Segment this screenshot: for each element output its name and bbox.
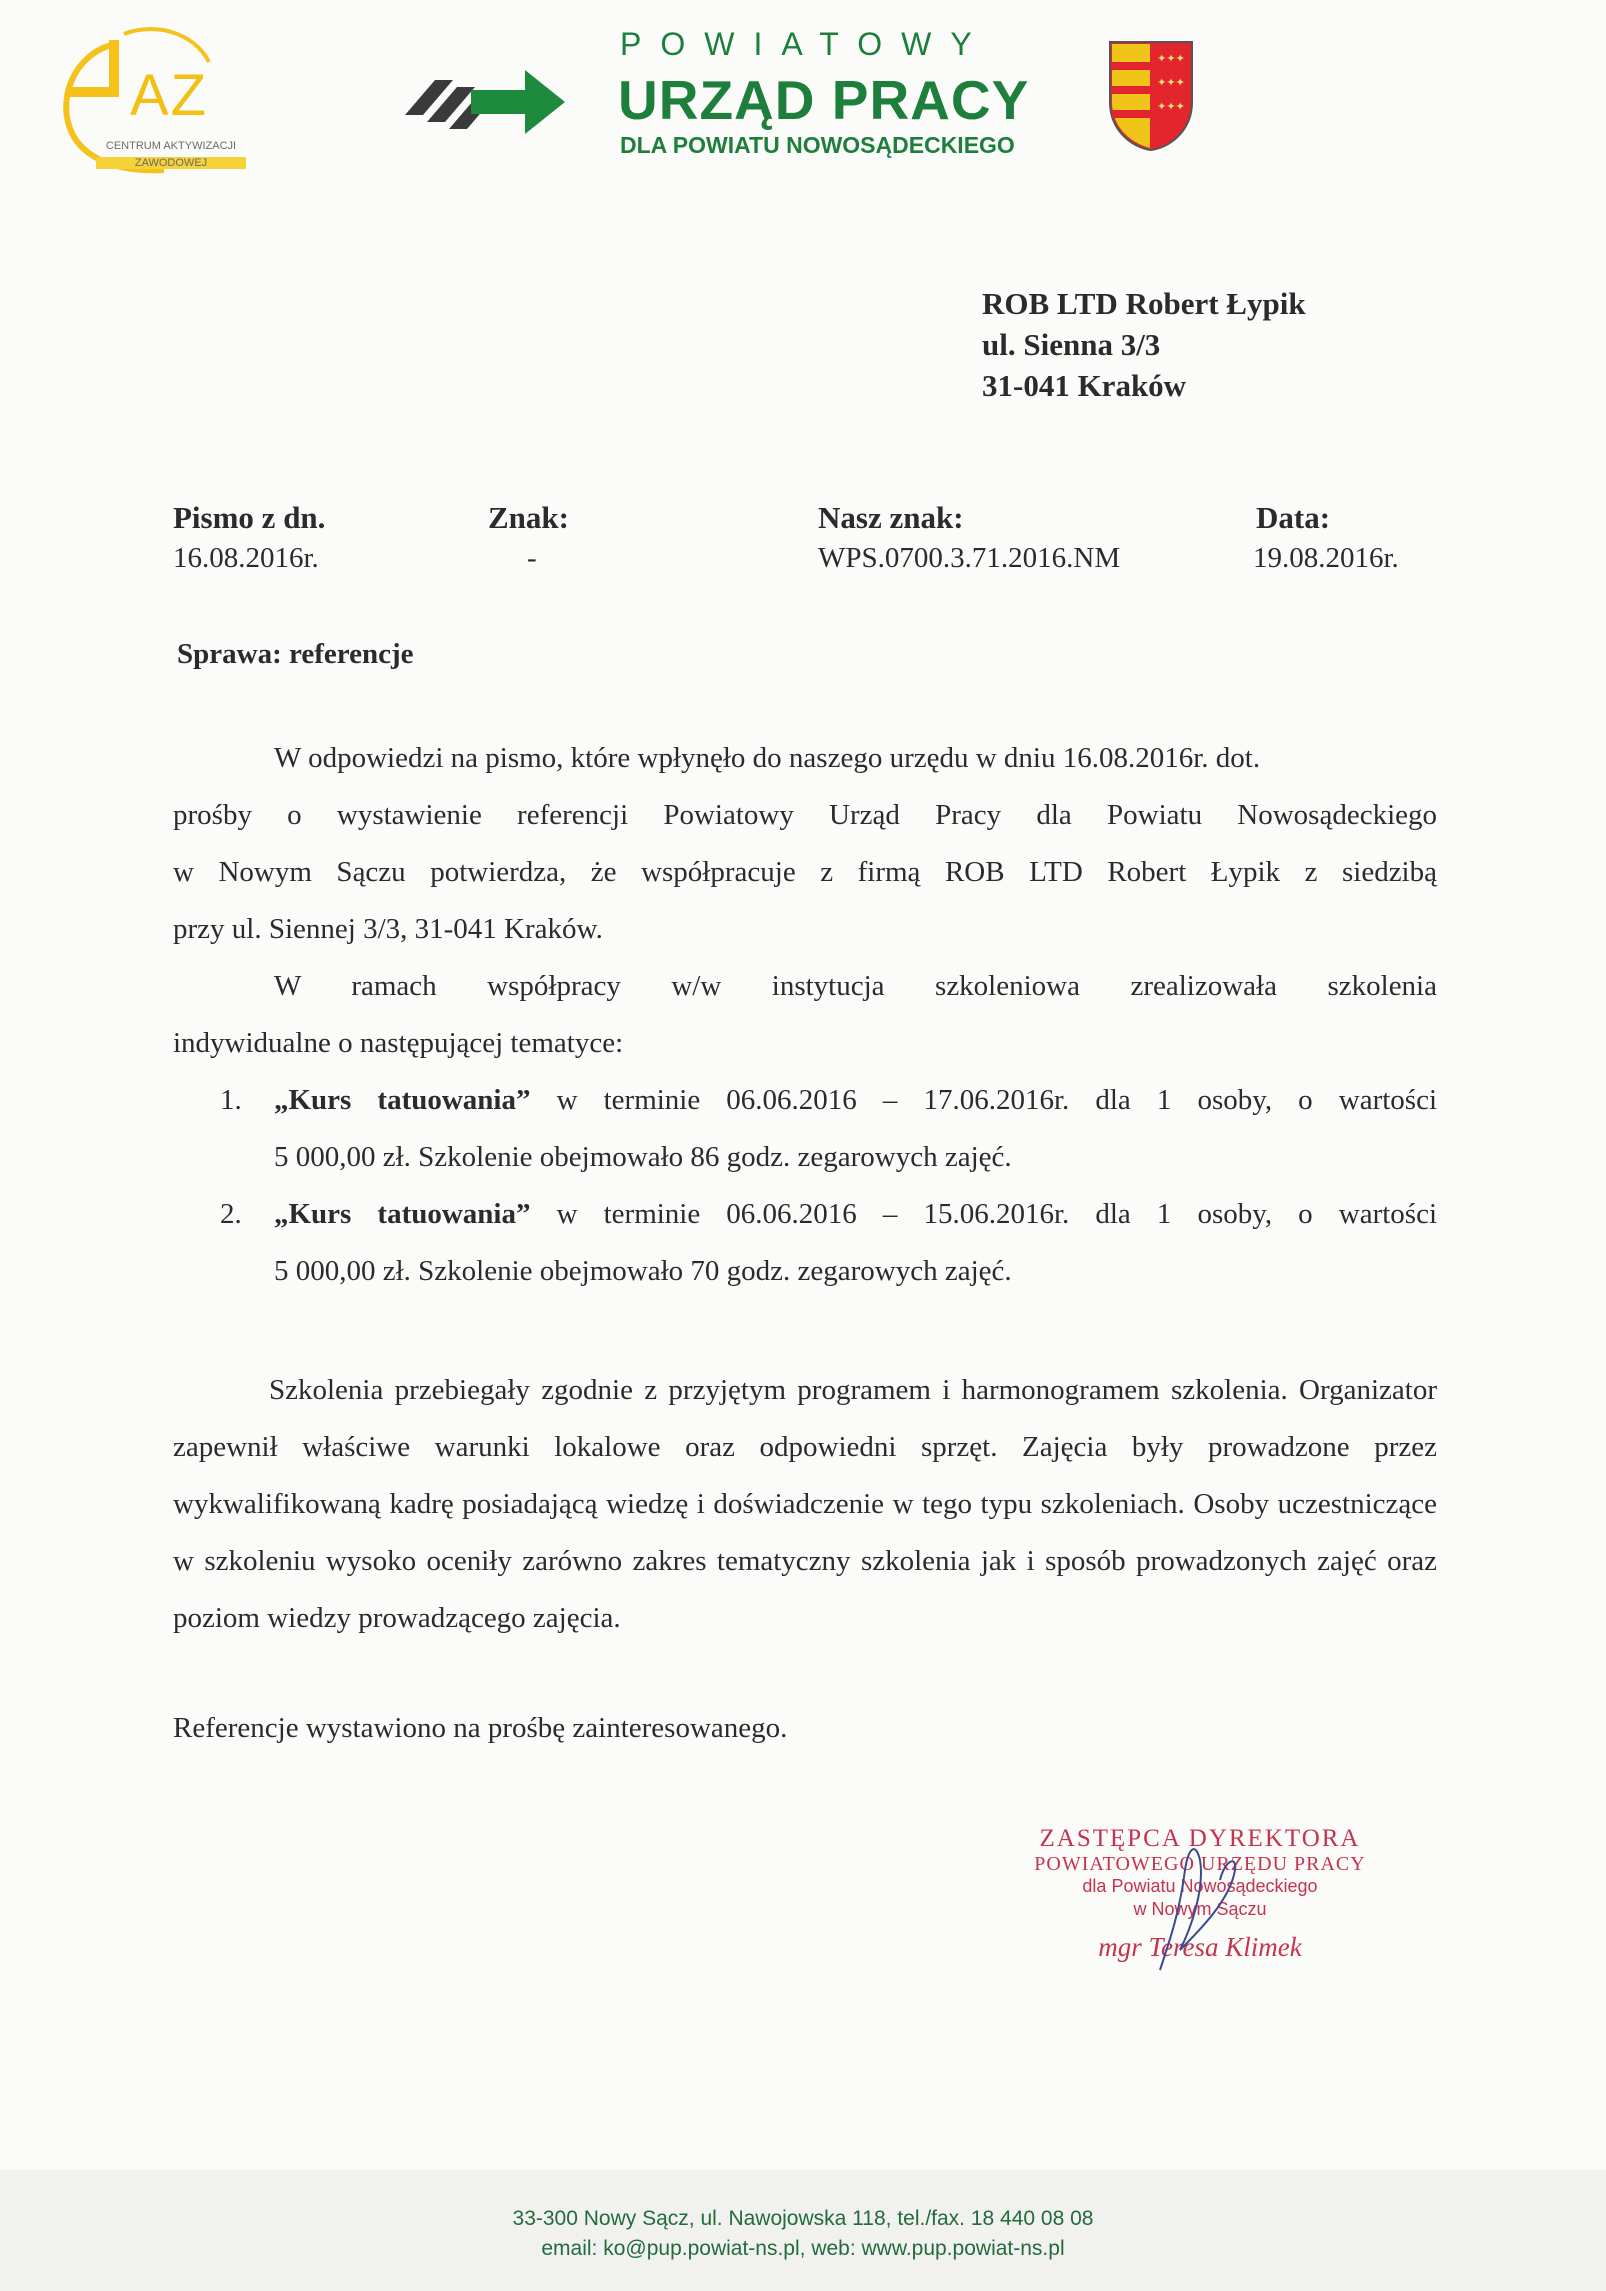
- body-p2-line1: W ramach współpracy w/w instytucja szkoleniowa zrealizowała szkolenia: [274, 970, 1437, 1002]
- list-item-1-line1: [274, 1084, 1437, 1117]
- list-item-2-line2: 5 000,00 zł. Szkolenie obejmowało 70 godz. zegarowych zajęć.: [274, 1255, 1012, 1287]
- nasz-znak-value: WPS.0700.3.71.2016.NM: [818, 542, 1121, 574]
- footer-address: 33-300 Nowy Sącz, ul. Nawojowska 118, tel./fax. 18 440 08 08: [512, 2207, 1094, 2230]
- list-item-1-rest: w terminie 06.06.2016 – 17.06.2016r. dla 1 osoby, o wartości: [530, 1084, 1437, 1116]
- data-label: Data:: [1256, 500, 1331, 535]
- signature-icon: [1140, 1830, 1260, 1980]
- svg-text:✦✦✦: ✦✦✦: [1157, 76, 1185, 89]
- list-item-1-number: 1.: [220, 1084, 242, 1116]
- caz-logo-text: AZ: [130, 63, 209, 128]
- body-p1-line3: w Nowym Sączu potwierdza, że współpracuje z firmą ROB LTD Robert Łypik z siedzibą: [173, 856, 1437, 888]
- nasz-znak-label: Nasz znak:: [818, 500, 964, 535]
- svg-text:✦✦✦: ✦✦✦: [1157, 100, 1185, 113]
- caz-name-line1: CENTRUM AKTYWIZACJI: [105, 140, 237, 152]
- addressee-street: ul. Sienna 3/3: [982, 327, 1161, 362]
- stamp-name: mgr Teresa Klimek: [1098, 1932, 1302, 1962]
- body-p3: Szkolenia przebiegały zgodnie z przyjętym programem i harmonogramem szkolenia. Organizator zapewnił właściwe warunki lokalowe oraz odpowiedni sprzęt. Zajęcia były prowadzone przez wykwalifikowaną kadrę posiadającą wiedzę i doświadczenie w tego typu szkoleniach. Osoby uczestniczące w szkoleniu wysoko oceniły zarówno zakres tematyczny szkolenia jak i sposób prowadzonych zajęć oraz poziom wiedzy prowadzącego zajęcia.: [173, 1374, 1437, 1634]
- body-p4: Referencje wystawiono na prośbę zainteresowanego.: [173, 1712, 788, 1744]
- addressee-city: 31-041 Kraków: [982, 368, 1187, 403]
- list-item-1-line2: 5 000,00 zł. Szkolenie obejmowało 86 godz. zegarowych zajęć.: [274, 1141, 1012, 1173]
- pup-heading-sub: DLA POWIATU NOWOSĄDECKIEGO: [620, 132, 1015, 158]
- znak-value: -: [527, 542, 537, 574]
- list-item-2-line1: [274, 1198, 1437, 1231]
- pup-heading-main: URZĄD PRACY: [618, 69, 1030, 131]
- list-item-1-title: „Kurs tatuowania”: [274, 1084, 531, 1116]
- subject-line: Sprawa: referencje: [177, 638, 414, 670]
- pup-heading-top: POWIATOWY: [620, 26, 991, 62]
- coat-of-arms-icon: [1108, 40, 1194, 152]
- data-value: 19.08.2016r.: [1253, 542, 1399, 574]
- stamp-line3: dla Powiatu Nowosądeckiego: [1082, 1876, 1318, 1896]
- body-p1-line4: przy ul. Siennej 3/3, 31-041 Kraków.: [173, 913, 603, 945]
- list-item-2-rest: w terminie 06.06.2016 – 15.06.2016r. dla 1 osoby, o wartości: [530, 1198, 1437, 1230]
- body-p1-line1: W odpowiedzi na pismo, które wpłynęło do naszego urzędu w dniu 16.08.2016r. dot.: [274, 742, 1261, 774]
- caz-name-line2: ZAWODOWEJ: [96, 157, 246, 169]
- list-item-2-title: „Kurs tatuowania”: [274, 1198, 531, 1230]
- arrows-logo-icon: [405, 60, 565, 145]
- stamp-line2: POWIATOWEGO URZĘDU PRACY: [1034, 1853, 1366, 1875]
- pismo-label: Pismo z dn.: [173, 500, 326, 535]
- list-item-2-number: 2.: [220, 1198, 242, 1230]
- footer-contact: email: ko@pup.powiat-ns.pl, web: www.pup.powiat-ns.pl: [541, 2237, 1065, 2260]
- stamp-title: ZASTĘPCA DYREKTORA: [1039, 1825, 1361, 1852]
- pismo-value: 16.08.2016r.: [173, 542, 319, 574]
- svg-text:✦✦✦: ✦✦✦: [1157, 52, 1185, 65]
- znak-label: Znak:: [488, 500, 569, 535]
- stamp-line4: w Nowym Sączu: [1133, 1899, 1267, 1919]
- body-p1-line2: prośby o wystawienie referencji Powiatowy Urząd Pracy dla Powiatu Nowosądeckiego: [173, 799, 1437, 831]
- addressee-name: ROB LTD Robert Łypik: [982, 286, 1306, 321]
- body-p2-line2: indywidualne o następującej tematyce:: [173, 1027, 624, 1059]
